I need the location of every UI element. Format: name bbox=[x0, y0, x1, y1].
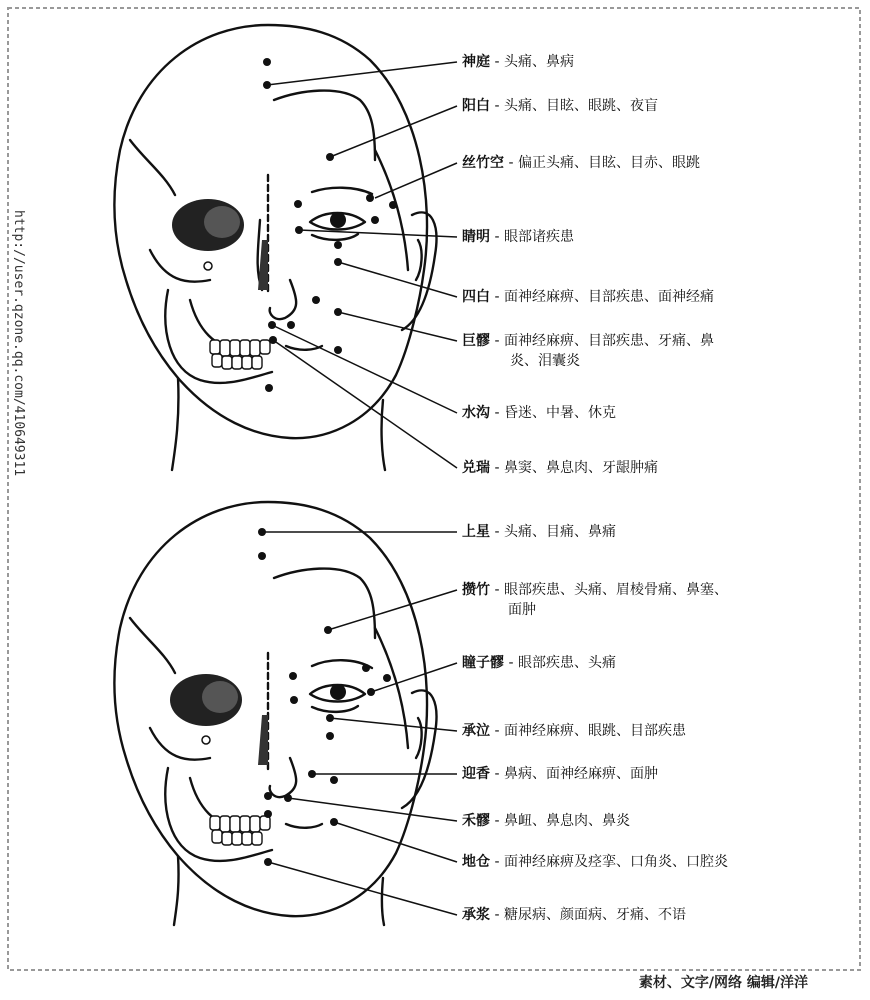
neck-left-top bbox=[172, 378, 178, 470]
nose-top bbox=[270, 280, 297, 319]
acupoints-top bbox=[263, 58, 397, 392]
eyebrow-right-top bbox=[312, 188, 372, 194]
head-diagram-top bbox=[114, 25, 436, 470]
label-cuanzhu: 攒竹 - 眼部疾患、头痛、眉棱骨痛、鼻塞、 bbox=[462, 582, 728, 598]
acupoints-bottom bbox=[258, 528, 391, 866]
label-chengjiang: 承浆 - 糖尿病、颜面病、牙痛、不语 bbox=[462, 907, 686, 923]
face-line-bottom bbox=[375, 628, 408, 748]
nasal-cavity-top bbox=[258, 240, 268, 290]
mouth-bottom bbox=[286, 824, 322, 828]
watermark-url: http://user.qzone.qq.com/410649311 bbox=[11, 210, 26, 477]
label-yingxiang: 迎香 - 鼻病、面神经麻痹、面肿 bbox=[462, 766, 658, 782]
teeth-bottom bbox=[210, 816, 270, 845]
label-cuanzhu-cont: 面肿 bbox=[508, 602, 536, 618]
hair-line-bottom bbox=[274, 569, 375, 638]
eye-socket-shade-top bbox=[204, 206, 240, 238]
label-duirui: 兑瑞 - 鼻窦、鼻息肉、牙龈肿痛 bbox=[462, 460, 658, 476]
jaw-bottom bbox=[165, 768, 272, 861]
skull-ridge-bottom bbox=[130, 618, 175, 673]
label-tongziliao: 瞳子髎 - 眼部疾患、头痛 bbox=[462, 655, 616, 671]
cheekbone-top bbox=[150, 250, 210, 282]
leader-lines-top bbox=[267, 62, 457, 468]
label-juliao-cont: 炎、泪囊炎 bbox=[510, 353, 580, 369]
neck-right-top bbox=[382, 400, 385, 470]
face-line-top bbox=[375, 150, 408, 270]
eye-socket-shade-bottom bbox=[202, 681, 238, 713]
label-chengqi: 承泣 - 面神经麻痹、眼跳、目部疾患 bbox=[462, 723, 686, 739]
ear-inner-bottom bbox=[416, 718, 422, 758]
nose-bottom bbox=[270, 758, 297, 797]
neck-right-bottom bbox=[382, 878, 384, 925]
nasal-cavity-bottom bbox=[258, 715, 268, 765]
neck-left-bottom bbox=[174, 856, 179, 925]
skull-ridge-top bbox=[130, 140, 175, 195]
teeth-top bbox=[210, 340, 270, 369]
label-shuigou: 水沟 - 昏迷、中暑、休克 bbox=[462, 405, 616, 421]
head-outline-bottom bbox=[114, 502, 427, 916]
head-diagram-bottom bbox=[114, 502, 436, 925]
leader-lines-bottom bbox=[262, 532, 457, 915]
label-heliao: 禾髎 - 鼻衄、鼻息肉、鼻炎 bbox=[462, 813, 630, 829]
dashed-border bbox=[8, 8, 860, 970]
hair-line-top bbox=[274, 91, 375, 160]
label-juliao: 巨髎 - 面神经麻痹、目部疾患、牙痛、鼻 bbox=[462, 333, 714, 349]
label-jingming: 睛明 - 眼部诸疾患 bbox=[462, 229, 574, 245]
label-sibai: 四白 - 面神经麻痹、目部疾患、面神经痛 bbox=[462, 289, 714, 305]
ear-inner-top bbox=[416, 240, 422, 280]
cheekbone-bottom bbox=[150, 728, 210, 760]
label-dicang: 地仓 - 面神经麻痹及痉挛、口角炎、口腔炎 bbox=[462, 854, 728, 870]
label-shangxing: 上星 - 头痛、目痛、鼻痛 bbox=[462, 524, 616, 540]
credit-text: 素材、文字/网络 编辑/洋洋 bbox=[638, 975, 808, 991]
pupil-top bbox=[330, 212, 346, 228]
eyelid-right-bottom bbox=[312, 706, 358, 712]
foramen-bottom bbox=[202, 736, 210, 744]
label-sizhukong: 丝竹空 - 偏正头痛、目眩、目赤、眼跳 bbox=[462, 155, 700, 171]
foramen-top bbox=[204, 262, 212, 270]
label-yangbai: 阳白 - 头痛、目眩、眼跳、夜盲 bbox=[462, 98, 658, 114]
pupil-bottom bbox=[330, 684, 346, 700]
label-shenting: 神庭 - 头痛、鼻病 bbox=[462, 54, 574, 70]
eyelid-right-top bbox=[312, 234, 358, 240]
